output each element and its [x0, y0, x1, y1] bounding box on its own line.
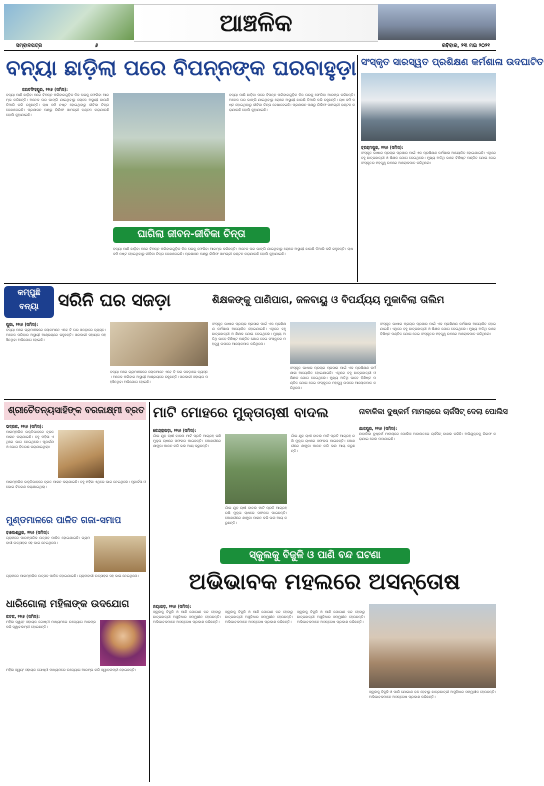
story9-woman-photo [100, 620, 146, 666]
story8-dateline: ନୟାଗଡ଼, ୨୨ା୫ (ସମିସ): [153, 604, 192, 609]
story7-headline: ମୁଣ୍ଡମାଳରେ ପାଳିତ ଗଜା-ସମାପ [6, 516, 122, 526]
story5-dateline: କେନ୍ଦ୍ରାପଡ଼ା, ୨୨ା୫ (ସମିସ): [153, 428, 197, 433]
story6-headline: ନାବାଳିକା ଦୁଷ୍କର୍ମ ମାମଲାରେ ଚାର୍ଜସିଟ୍ ଦେଲା ପୋଲିସ [359, 407, 508, 416]
story2-headline: ସଂସ୍କୃତ ସାରସ୍ୱତ ପ୍ରଶିକ୍ଷଣ କର୍ମଶାଳା ଉଦଘାଟିତ [361, 57, 544, 68]
story4-body-col1: ପାରମ୍ପରିକ ଭକ୍ତିଭାବରେ ବ୍ରତ ପାଳନ କରାଯାଇଛି। ବହୁ ମହିଳା ଏଥିରେ ଭାଗ ନେଇଥିଲେ। ପୂଜାର୍ଚ୍ଚନା ଓ ଭୋଗ ବିତରଣ କରାଯାଇଥିଲା। [6, 430, 54, 449]
story4-headline: ଶ୍ରୀଚୈତନ୍ୟସାହିଙ୍କ ବରଜାକ୍ଷ୍ମୀ ବ୍ରତ [8, 406, 145, 416]
story4-dateline: ଭଦ୍ରକ, ୨୨ା୫ (ସମିସ): [6, 424, 44, 429]
banner-headline: ସରିନି ଘର ସଜଡ଼ା [58, 291, 171, 311]
page-number: ୬ [95, 43, 99, 49]
masthead-left-photo [4, 4, 134, 40]
divider-left-column [149, 402, 150, 782]
story8-body-col1: ସ୍କୁଲକୁ ବିଜୁଳି ଓ ପାଣି ଯୋଗାଣ ବନ୍ଦ ହେବାରୁ ଛାତ୍ରଛାତ୍ରୀ ଅସୁବିଧାର ସମ୍ମୁଖୀନ ହେଉଛନ୍ତି। ଅଭିଭାବକମାନେ ଅସନ୍ତୋଷ ପ୍ରକାଶ କରିଛନ୍ତି। [153, 610, 221, 624]
story7-body-col1: ଗ୍ରାମରେ ପାରମ୍ପରିକ ଉତ୍ସବ ପାଳିତ ହୋଇଯାଇଛି। ଗ୍ରାମବାସୀ ଉତ୍ସାହର ସହ ଭାଗ ନେଇଥିଲେ। [6, 536, 90, 545]
story3-body-col2: ବନ୍ୟା ପରେ ଗ୍ରାମାଞ୍ଚଳରେ ଲୋକମାନେ ଏବେ ବି ଘର ସଜଡ଼ାରେ ବ୍ୟସ୍ତ। ଅନେକ ପରିବାର ଅସ୍ଥାୟୀ ଆଶ୍ରୟରେ ରହୁଛନ୍ତି। ସରକାରୀ ସହାୟତା ପହଞ୍ଚିନଥିବା ଅଭିଯୋଗ ହୋଇଛି। [110, 370, 208, 384]
story7-dateline: ବାଲେଶ୍ୱର, ୨୨ା୫ (ସମିସ): [6, 530, 50, 535]
story1-headline: ବନ୍ୟା ଛାଡ଼ିଲା ପରେ ବିପନ୍ନଙ୍କ ଘରବାହୁଡ଼ା [6, 56, 357, 80]
flood-tag-top: କମ୍ପୁଛି [17, 288, 41, 297]
banner-right-headline: ଶିକ୍ଷକଙ୍କୁ ପାଣିପାଗ, ଜଳବାୟୁ ଓ ବିପର୍ଯ୍ୟୟ ମୁକାବିଲା ତାଲିମ [212, 295, 445, 306]
story8-subhead: ସ୍କୁଲକୁ ବିଜୁଳି ଓ ପାଣି ବନ୍ଦ ଘଟଣା [220, 548, 410, 564]
story4-photo [58, 430, 104, 478]
story6-dateline: ଯାଜପୁର, ୨୨ା୫ (ସମିସ): [359, 426, 398, 431]
section-title: ଆଞ୍ଚଳିକ [219, 9, 293, 37]
masthead-right-photo [378, 4, 496, 40]
row1-rule [4, 283, 496, 284]
training-body-col3: ସଂସ୍କୃତ ଭାଷାର ପ୍ରଚାର ପ୍ରସାର ପାଇଁ ଏକ ପ୍ରଶିକ୍ଷଣ କର୍ମଶାଳା ଆୟୋଜିତ ହୋଇଯାଇଛି। ଏଥିରେ ବହୁ ଛାତ୍ରଛାତ୍ରୀ ଓ ଶିକ୍ଷକ ଯୋଗ ଦେଇଥିଲେ। ମୁଖ୍ୟ ଅତିଥି ଭାବେ ବିଶିଷ୍ଟ ପଣ୍ଡିତ ଯୋଗ ଦେଇ ସଂସ୍କୃତର ମହତ୍ତ୍ୱ ଉପରେ ଆଲୋକପାତ କରିଥିଲେ। [380, 322, 496, 336]
story8-headline: ଅଭିଭାବକ ମହଲରେ ଅସନ୍ତୋଷ [188, 570, 461, 595]
story5-body-col3: ଗାଁର ଯୁବ ଚାଷୀ ବାଦଲ ମାଟି ପ୍ରତି ଆଗ୍ରହ ରଖି ମୁକ୍ତା ଚାଷରେ ସଫଳତା ପାଇଛନ୍ତି। ପୋଖରୀରେ ଶାମୁକା ପାଳନ କରି ଭଲ ଆୟ କରୁଛନ୍ତି। [291, 434, 355, 453]
story1-body-col2: ବନ୍ୟା ପାଣି ଛାଡ଼ିବା ପରେ ବିପନ୍ନ ପରିବାରଗୁଡ଼ିକ ନିଜ ଘରକୁ ଫେରିବା ଆରମ୍ଭ କରିଛନ୍ତି। ଅନେକ ଘର ଭାଙ୍ଗି ଯାଇଥିବାରୁ ଲୋକେ ଅସ୍ଥାୟୀ ଛାଉଣି ତିଆରି କରି ରହୁଛନ୍ତି। ଚାଷ ଜମି ନଷ୍ଟ ହୋଇଥିବାରୁ ଜୀବିକା ଚିନ୍ତା ଦେଖାଦେଇଛି। ପ୍ରଶାସନ ପକ୍ଷରୁ ରିଲିଫ ସାମଗ୍ରୀ ବଣ୍ଟନ କରାଯାଉଛି ବୋଲି କୁହାଯାଇଛି। [229, 93, 355, 112]
flood-tag-bottom: ବନ୍ୟା [19, 302, 39, 311]
divider-story1 [357, 55, 358, 282]
story8-body-col3: ସ୍କୁଲକୁ ବିଜୁଳି ଓ ପାଣି ଯୋଗାଣ ବନ୍ଦ ହେବାରୁ ଛାତ୍ରଛାତ୍ରୀ ଅସୁବିଧାର ସମ୍ମୁଖୀନ ହେଉଛନ୍ତି। ଅଭିଭାବକମାନେ ଅସନ୍ତୋଷ ପ୍ରକାଶ କରିଛନ୍ତି। [297, 610, 365, 624]
story2-seminar-photo [361, 73, 496, 141]
story5-pearl-photo [225, 434, 287, 504]
story5-headline: ମାଟି ମୋହରେ ମୁକ୍ତାଚାଷୀ ବାଦଲ [153, 405, 329, 421]
row2-rule [4, 399, 496, 400]
story6-body: ନାବାଳିକା ଦୁଷ୍କର୍ମ ମାମଲାରେ ପୋଲିସ ଅଦାଲତରେ ଚାର୍ଜସିଟ୍ ଦାଖଲ କରିଛି। ଅଭିଯୁକ୍ତକୁ ଗିରଫ କରାଯାଇ ଜେଲ ପଠାଯାଇଛି। [359, 432, 496, 441]
story5-body-col2: ଗାଁର ଯୁବ ଚାଷୀ ବାଦଲ ମାଟି ପ୍ରତି ଆଗ୍ରହ ରଖି ମୁକ୍ତା ଚାଷରେ ସଫଳତା ପାଇଛନ୍ତି। ପୋଖରୀରେ ଶାମୁକା ପାଳନ କରି ଭଲ ଆୟ କରୁଛନ୍ତି। [225, 506, 287, 525]
story2-body: ସଂସ୍କୃତ ଭାଷାର ପ୍ରଚାର ପ୍ରସାର ପାଇଁ ଏକ ପ୍ରଶିକ୍ଷଣ କର୍ମଶାଳା ଆୟୋଜିତ ହୋଇଯାଇଛି। ଏଥିରେ ବହୁ ଛାତ୍ରଛାତ୍ରୀ ଓ ଶିକ୍ଷକ ଯୋଗ ଦେଇଥିଲେ। ମୁଖ୍ୟ ଅତିଥି ଭାବେ ବିଶିଷ୍ଟ ପଣ୍ଡିତ ଯୋଗ ଦେଇ ସଂସ୍କୃତର ମହତ୍ତ୍ୱ ଉପରେ ଆଲୋକପାତ କରିଥିଲେ। [361, 151, 496, 165]
masthead-rule [4, 50, 496, 51]
story8-body-col4: ସ୍କୁଲକୁ ବିଜୁଳି ଓ ପାଣି ଯୋଗାଣ ବନ୍ଦ ହେବାରୁ ଛାତ୍ରଛାତ୍ରୀ ଅସୁବିଧାର ସମ୍ମୁଖୀନ ହେଉଛନ୍ତି। ଅଭିଭାବକମାନେ ଅସନ୍ତୋଷ ପ୍ରକାଶ କରିଛନ୍ତି। [369, 690, 496, 699]
training-body-col2: ସଂସ୍କୃତ ଭାଷାର ପ୍ରଚାର ପ୍ରସାର ପାଇଁ ଏକ ପ୍ରଶିକ୍ଷଣ କର୍ମଶାଳା ଆୟୋଜିତ ହୋଇଯାଇଛି। ଏଥିରେ ବହୁ ଛାତ୍ରଛାତ୍ରୀ ଓ ଶିକ୍ଷକ ଯୋଗ ଦେଇଥିଲେ। ମୁଖ୍ୟ ଅତିଥି ଭାବେ ବିଶିଷ୍ଟ ପଣ୍ଡିତ ଯୋଗ ଦେଇ ସଂସ୍କୃତର ମହତ୍ତ୍ୱ ଉପରେ ଆଲୋକପାତ କରିଥିଲେ। [290, 366, 376, 390]
date-line: ରବିବାର, ୨୩ ମଇ ୨୦୨୧ [441, 43, 490, 49]
story9-dateline: କଟକ, ୨୨ା୫ (ସମିସ): [6, 614, 40, 619]
story3-photo [110, 322, 208, 366]
story1-subhead: ଘାଗିଲା ଜୀବନ-ଜୀବିକା ଚିନ୍ତା [113, 227, 270, 243]
story7-body-col2: ଗ୍ରାମରେ ପାରମ୍ପରିକ ଉତ୍ସବ ପାଳିତ ହୋଇଯାଇଛି। ଗ୍ରାମବାସୀ ଉତ୍ସାହର ସହ ଭାଗ ନେଇଥିଲେ। [6, 574, 140, 578]
story1-dateline: ଜଗତସିଂହପୁର, ୨୨ା୫ (ସମିସ): [22, 87, 68, 92]
training-photo [290, 322, 376, 364]
story9-body-col2: ମହିଳା ସ୍ୱୟଂ ସହାୟକ ଗୋଷ୍ଠୀ ମାଧ୍ୟମରେ ଉଦ୍ୟୋଗ ଆରମ୍ଭ କରି ସ୍ୱାବଲମ୍ବୀ ହୋଇଛନ୍ତି। [6, 668, 137, 672]
story3-dateline: ପୁରୀ, ୨୨ା୫ (ସମିସ): [6, 322, 39, 327]
story9-body-col1: ମହିଳା ସ୍ୱୟଂ ସହାୟକ ଗୋଷ୍ଠୀ ମାଧ୍ୟମରେ ଉଦ୍ୟୋଗ ଆରମ୍ଭ କରି ସ୍ୱାବଲମ୍ବୀ ହୋଇଛନ୍ତି। [6, 620, 96, 629]
story8-body-col2: ସ୍କୁଲକୁ ବିଜୁଳି ଓ ପାଣି ଯୋଗାଣ ବନ୍ଦ ହେବାରୁ ଛାତ୍ରଛାତ୍ରୀ ଅସୁବିଧାର ସମ୍ମୁଖୀନ ହେଉଛନ୍ତି। ଅଭିଭାବକମାନେ ଅସନ୍ତୋଷ ପ୍ରକାଶ କରିଛନ୍ତି। [225, 610, 293, 624]
story5-body-col1: ଗାଁର ଯୁବ ଚାଷୀ ବାଦଲ ମାଟି ପ୍ରତି ଆଗ୍ରହ ରଖି ମୁକ୍ତା ଚାଷରେ ସଫଳତା ପାଇଛନ୍ତି। ପୋଖରୀରେ ଶାମୁକା ପାଳନ କରି ଭଲ ଆୟ କରୁଛନ୍ତି। [153, 434, 221, 448]
story1-body-col3: ବନ୍ୟା ପାଣି ଛାଡ଼ିବା ପରେ ବିପନ୍ନ ପରିବାରଗୁଡ଼ିକ ନିଜ ଘରକୁ ଫେରିବା ଆରମ୍ଭ କରିଛନ୍ତି। ଅନେକ ଘର ଭାଙ୍ଗି ଯାଇଥିବାରୁ ଲୋକେ ଅସ୍ଥାୟୀ ଛାଉଣି ତିଆରି କରି ରହୁଛନ୍ତି। ଚାଷ ଜମି ନଷ୍ଟ ହୋଇଥିବାରୁ ଜୀବିକା ଚିନ୍ତା ଦେଖାଦେଇଛି। ପ୍ରଶାସନ ପକ୍ଷରୁ ରିଲିଫ ସାମଗ୍ରୀ ବଣ୍ଟନ କରାଯାଉଛି ବୋଲି କୁହାଯାଇଛି। [113, 247, 353, 256]
story9-headline: ଧାରିଗୋଲା ମହିଳାଙ୍କ ଉଦଯୋଗ [6, 599, 130, 610]
story1-body-col1: ବନ୍ୟା ପାଣି ଛାଡ଼ିବା ପରେ ବିପନ୍ନ ପରିବାରଗୁଡ଼ିକ ନିଜ ଘରକୁ ଫେରିବା ଆରମ୍ଭ କରିଛନ୍ତି। ଅନେକ ଘର ଭାଙ୍ଗି ଯାଇଥିବାରୁ ଲୋକେ ଅସ୍ଥାୟୀ ଛାଉଣି ତିଆରି କରି ରହୁଛନ୍ତି। ଚାଷ ଜମି ନଷ୍ଟ ହୋଇଥିବାରୁ ଜୀବିକା ଚିନ୍ତା ଦେଖାଦେଇଛି। ପ୍ରଶାସନ ପକ୍ଷରୁ ରିଲିଫ ସାମଗ୍ରୀ ବଣ୍ଟନ କରାଯାଉଛି ବୋଲି କୁହାଯାଇଛି। [6, 93, 109, 117]
story7-photo [94, 536, 146, 572]
story8-parents-photo [369, 604, 496, 688]
story4-body-col2: ପାରମ୍ପରିକ ଭକ୍ତିଭାବରେ ବ୍ରତ ପାଳନ କରାଯାଇଛି। ବହୁ ମହିଳା ଏଥିରେ ଭାଗ ନେଇଥିଲେ। ପୂଜାର୍ଚ୍ଚନା ଓ ଭୋଗ ବିତରଣ କରାଯାଇଥିଲା। [6, 480, 146, 489]
story2-dateline: ବ୍ରହ୍ମପୁର, ୨୨ା୫ (ସମିସ): [361, 145, 404, 150]
training-body-col1: ସଂସ୍କୃତ ଭାଷାର ପ୍ରଚାର ପ୍ରସାର ପାଇଁ ଏକ ପ୍ରଶିକ୍ଷଣ କର୍ମଶାଳା ଆୟୋଜିତ ହୋଇଯାଇଛି। ଏଥିରେ ବହୁ ଛାତ୍ରଛାତ୍ରୀ ଓ ଶିକ୍ଷକ ଯୋଗ ଦେଇଥିଲେ। ମୁଖ୍ୟ ଅତିଥି ଭାବେ ବିଶିଷ୍ଟ ପଣ୍ଡିତ ଯୋଗ ଦେଇ ସଂସ୍କୃତର ମହତ୍ତ୍ୱ ଉପରେ ଆଲୋକପାତ କରିଥିଲେ। [212, 322, 286, 346]
story3-body-col1: ବନ୍ୟା ପରେ ଗ୍ରାମାଞ୍ଚଳରେ ଲୋକମାନେ ଏବେ ବି ଘର ସଜଡ଼ାରେ ବ୍ୟସ୍ତ। ଅନେକ ପରିବାର ଅସ୍ଥାୟୀ ଆଶ୍ରୟରେ ରହୁଛନ୍ତି। ସରକାରୀ ସହାୟତା ପହଞ୍ଚିନଥିବା ଅଭିଯୋଗ ହୋଇଛି। [6, 328, 106, 342]
story1-flood-photo [113, 93, 225, 221]
paper-name: ସମ୍ବାଦପତ୍ର [16, 43, 43, 49]
